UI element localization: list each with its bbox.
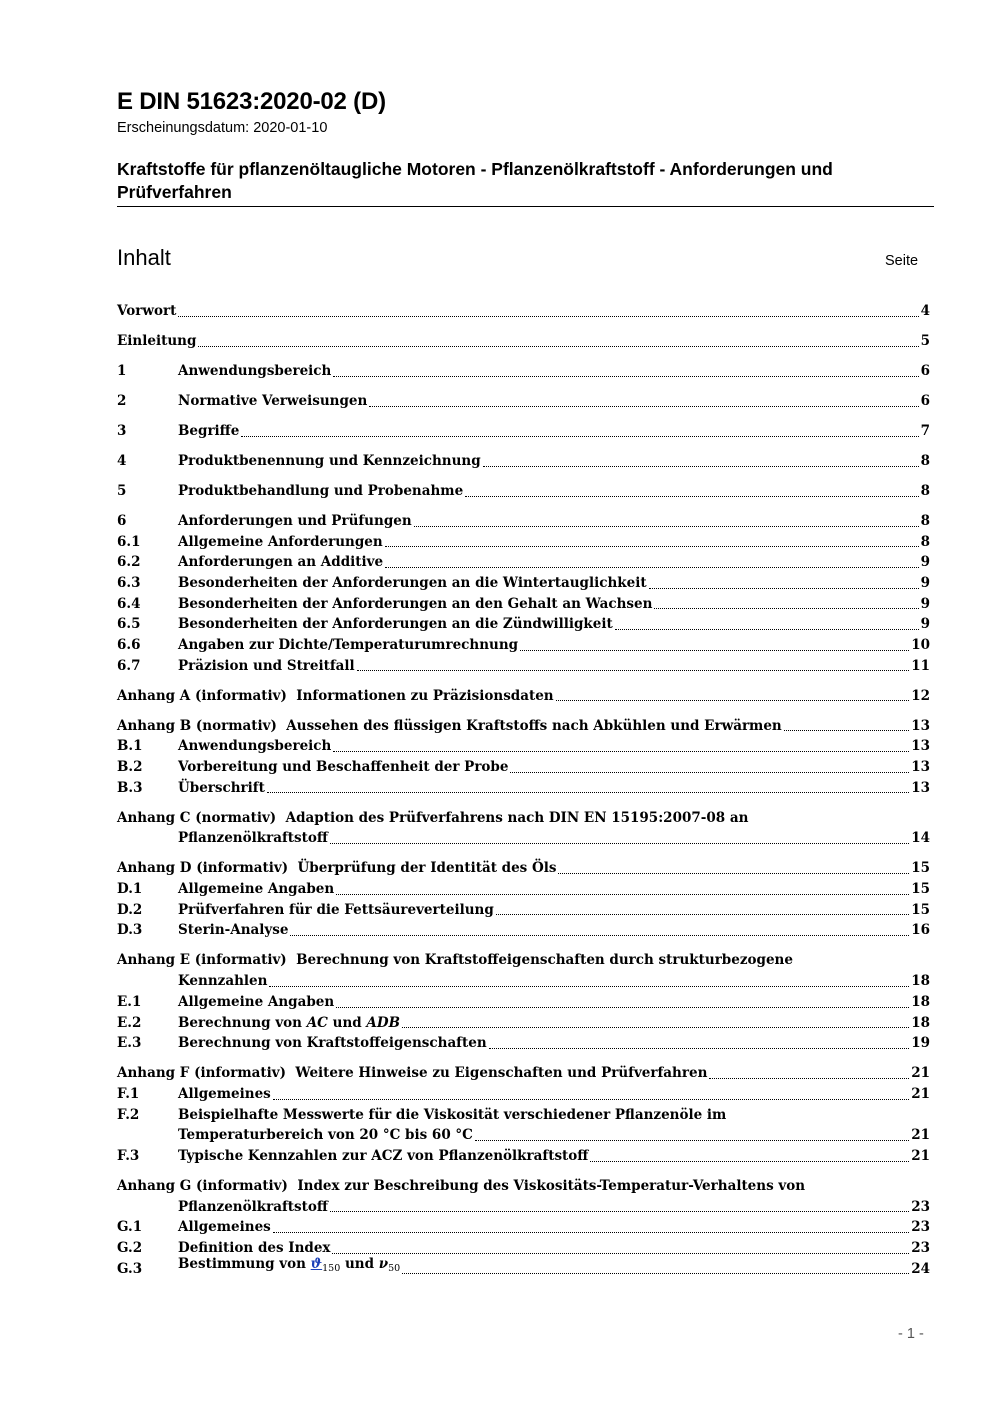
annex-title-line-1: Adaption des Prüfverfahrens nach DIN EN 15195:2007-08 an bbox=[285, 809, 749, 826]
toc-page-number: 14 bbox=[911, 830, 930, 847]
toc-page-number: 19 bbox=[911, 1035, 930, 1052]
toc-entry-text: Anwendungsbereich bbox=[178, 738, 332, 755]
toc-page-number: 18 bbox=[911, 1014, 930, 1031]
toc-page-number: 9 bbox=[920, 595, 930, 612]
annex-title-line-2: Pflanzenölkraftstoff bbox=[178, 830, 328, 847]
toc-entry-number: D.3 bbox=[117, 922, 143, 939]
toc-page-number: 16 bbox=[911, 922, 930, 939]
toc-page-number: 9 bbox=[920, 616, 930, 633]
leader-dots bbox=[475, 1140, 909, 1141]
leader-dots bbox=[178, 316, 918, 317]
annex-label: Anhang B (normativ) bbox=[117, 717, 277, 734]
leader-dots bbox=[520, 650, 909, 651]
toc-page-number: 23 bbox=[911, 1240, 930, 1257]
annex-title: Informationen zu Präzisionsdaten bbox=[296, 687, 554, 704]
toc-entry-number: 6.2 bbox=[117, 554, 141, 571]
annex-title-line-1: Berechnung von Kraftstoffeigenschaften durch strukturbezogene bbox=[296, 952, 793, 969]
leader-dots bbox=[267, 792, 909, 793]
symbol-theta-link[interactable]: ϑ bbox=[310, 1255, 323, 1272]
toc-entry-section-b-1[interactable] bbox=[117, 736, 930, 757]
toc-entry-number: B.3 bbox=[117, 779, 143, 796]
toc-entry-text-line-2: Temperaturbereich von 20 °C bis 60 °C bbox=[178, 1127, 473, 1144]
annex-label: Anhang F (informativ) bbox=[117, 1065, 286, 1082]
toc-page-number: 13 bbox=[911, 738, 930, 755]
toc-page-number: 5 bbox=[920, 332, 930, 349]
text-part: Berechnung von bbox=[178, 1014, 302, 1031]
leader-dots bbox=[385, 567, 919, 568]
leader-dots bbox=[336, 894, 909, 895]
toc-page-number: 21 bbox=[911, 1147, 930, 1164]
toc-entry-text: Sterin-Analyse bbox=[178, 922, 289, 939]
toc-entry-text: Produktbenennung und Kennzeichnung bbox=[178, 452, 481, 469]
toc-entry-text bbox=[178, 1254, 400, 1280]
toc-page-number: 13 bbox=[911, 759, 930, 776]
symbol-nu: ν bbox=[378, 1255, 389, 1272]
toc-entry-text: Präzision und Streitfall bbox=[178, 657, 355, 674]
leader-dots bbox=[333, 376, 918, 377]
toc-entry-number: 1 bbox=[117, 362, 127, 379]
toc-entry-section-6-1[interactable] bbox=[117, 532, 930, 553]
leader-dots bbox=[332, 1253, 909, 1254]
toc-page-number: 10 bbox=[911, 637, 930, 653]
toc-entry-text bbox=[117, 686, 554, 707]
table-of-contents bbox=[117, 301, 930, 1279]
toc-entry-text bbox=[117, 858, 556, 879]
leader-dots bbox=[556, 700, 910, 701]
toc-entry-text: Anforderungen und Prüfungen bbox=[178, 512, 412, 529]
toc-entry-section-3[interactable] bbox=[117, 421, 930, 442]
symbol-nu-subscript: 50 bbox=[388, 1262, 401, 1274]
toc-entry-section-f-2[interactable] bbox=[117, 1105, 930, 1146]
toc-page-number: 9 bbox=[920, 574, 930, 591]
toc-entry-text: Allgemeines bbox=[178, 1085, 271, 1102]
symbol-ac: AC bbox=[306, 1014, 328, 1031]
leader-dots bbox=[709, 1078, 909, 1079]
toc-entry-text: Angaben zur Dichte/Temperaturumrechnung bbox=[178, 637, 519, 653]
toc-entry-section-g-3[interactable] bbox=[117, 1255, 930, 1280]
toc-entry-annex-a[interactable] bbox=[117, 686, 930, 707]
toc-entry-section-d-2[interactable] bbox=[117, 900, 930, 921]
annex-label: Anhang D (informativ) bbox=[117, 860, 289, 877]
text-part: und bbox=[332, 1014, 362, 1031]
toc-entry-number: 6.4 bbox=[117, 595, 141, 612]
leader-dots bbox=[489, 1048, 910, 1049]
leader-dots bbox=[198, 346, 918, 347]
annex-label: Anhang C (normativ) bbox=[117, 809, 277, 826]
toc-entry-text: Besonderheiten der Anforderungen an den Gehalt an Wachsen bbox=[178, 595, 653, 612]
toc-entry-text: Normative Verweisungen bbox=[178, 392, 368, 409]
toc-entry-number: D.2 bbox=[117, 901, 143, 918]
toc-page-number: 18 bbox=[911, 993, 930, 1010]
toc-entry-text: Überschrift bbox=[178, 779, 265, 796]
toc-entry-text: Besonderheiten der Anforderungen an die Wintertauglichkeit bbox=[178, 574, 647, 591]
toc-entry-number: G.1 bbox=[117, 1219, 143, 1236]
toc-entry-number: 6.1 bbox=[117, 533, 141, 550]
toc-entry-text bbox=[178, 1013, 400, 1034]
toc-page-number: 12 bbox=[911, 687, 930, 704]
toc-entry-number: 4 bbox=[117, 452, 127, 469]
toc-entry-number: F.1 bbox=[117, 1085, 140, 1102]
annex-label: Anhang A (informativ) bbox=[117, 687, 287, 704]
toc-entry-number: 3 bbox=[117, 422, 127, 439]
toc-entry-text: Produktbehandlung und Probenahme bbox=[178, 482, 464, 499]
toc-page-number: 15 bbox=[911, 860, 930, 877]
annex-label: Anhang G (informativ) bbox=[117, 1177, 288, 1194]
toc-entry-text: Allgemeine Anforderungen bbox=[178, 533, 383, 550]
toc-page-number: 13 bbox=[911, 779, 930, 796]
annex-label: Anhang E (informativ) bbox=[117, 952, 287, 969]
toc-heading: Inhalt bbox=[117, 245, 171, 270]
toc-entry-section-f-1[interactable] bbox=[117, 1084, 930, 1105]
toc-entry-section-d-3[interactable] bbox=[117, 920, 930, 941]
leader-dots bbox=[269, 986, 909, 987]
toc-entry-number: 6.3 bbox=[117, 574, 141, 591]
leader-dots bbox=[369, 406, 918, 407]
leader-dots bbox=[241, 436, 918, 437]
toc-entry-section-5[interactable] bbox=[117, 481, 930, 502]
toc-entry-annex-b[interactable] bbox=[117, 716, 930, 737]
annex-title-line-1: Index zur Beschreibung des Viskositäts-Temperatur-Verhaltens von bbox=[297, 1177, 806, 1194]
leader-dots bbox=[784, 730, 909, 731]
toc-page-number: 21 bbox=[911, 1127, 930, 1144]
toc-entry-text bbox=[117, 716, 782, 737]
toc-entry-number: B.2 bbox=[117, 759, 143, 776]
toc-entry-number: 2 bbox=[117, 392, 127, 409]
toc-page-label: Seite bbox=[885, 253, 919, 269]
toc-entry-number: D.1 bbox=[117, 881, 143, 898]
toc-page-number: 8 bbox=[920, 452, 930, 469]
toc-entry-text: Besonderheiten der Anforderungen an die Zündwilligkeit bbox=[178, 616, 613, 633]
toc-entry-text: Typische Kennzahlen zur ACZ von Pflanzenölkraftstoff bbox=[178, 1147, 589, 1164]
toc-entry-text: Allgemeines bbox=[178, 1219, 271, 1236]
toc-page-number: 13 bbox=[911, 717, 930, 734]
leader-dots bbox=[496, 914, 909, 915]
toc-entry-section-1[interactable] bbox=[117, 361, 930, 382]
annex-title: Überprüfung der Identität des Öls bbox=[297, 860, 557, 877]
toc-page-number: 15 bbox=[911, 881, 930, 898]
toc-entry-vorwort[interactable] bbox=[117, 301, 930, 322]
leader-dots bbox=[330, 843, 909, 844]
leader-dots bbox=[357, 670, 910, 671]
leader-dots bbox=[385, 546, 919, 547]
toc-entry-text: Definition des Index bbox=[178, 1240, 331, 1257]
toc-entry-number: E.1 bbox=[117, 993, 142, 1010]
toc-page-number: 6 bbox=[920, 362, 930, 379]
toc-entry-text bbox=[117, 1063, 707, 1084]
toc-entry-text: Begriffe bbox=[178, 422, 240, 439]
leader-dots bbox=[402, 1027, 909, 1028]
toc-entry-text: Anforderungen an Additive bbox=[178, 554, 384, 571]
toc-entry-number: 6 bbox=[117, 512, 127, 529]
toc-page-number: 4 bbox=[920, 302, 930, 319]
toc-entry-text: Berechnung von Kraftstoffeigenschaften bbox=[178, 1035, 487, 1052]
text-part: Bestimmung von bbox=[178, 1255, 306, 1272]
leader-dots bbox=[510, 772, 909, 773]
toc-page-number: 15 bbox=[911, 901, 930, 918]
toc-entry-text: Vorwort bbox=[117, 302, 177, 319]
toc-entry-number: F.3 bbox=[117, 1147, 140, 1164]
toc-page-number: 11 bbox=[911, 657, 930, 674]
toc-page-number: 8 bbox=[920, 512, 930, 529]
leader-dots bbox=[558, 873, 909, 874]
toc-entry-annex-g[interactable] bbox=[117, 1176, 930, 1217]
toc-entry-text: Allgemeine Angaben bbox=[178, 993, 335, 1010]
leader-dots bbox=[330, 1211, 909, 1212]
text-part: und bbox=[344, 1255, 375, 1272]
header-divider bbox=[117, 206, 934, 207]
toc-entry-number: 6.7 bbox=[117, 657, 141, 674]
page-number-footer: - 1 - bbox=[898, 1326, 924, 1342]
toc-entry-number: E.2 bbox=[117, 1014, 142, 1031]
toc-entry-section-4[interactable] bbox=[117, 451, 930, 472]
toc-entry-text: Prüfverfahren für die Fettsäureverteilung bbox=[178, 901, 494, 918]
toc-entry-section-2[interactable] bbox=[117, 391, 930, 412]
toc-entry-number: F.2 bbox=[117, 1106, 140, 1123]
toc-entry-section-6-6[interactable] bbox=[117, 635, 930, 656]
toc-entry-annex-d[interactable] bbox=[117, 858, 930, 879]
leader-dots bbox=[290, 935, 909, 936]
toc-entry-section-6-5[interactable] bbox=[117, 614, 930, 635]
leader-dots bbox=[273, 1099, 909, 1100]
toc-entry-section-b-2[interactable] bbox=[117, 757, 930, 778]
toc-entry-section-e-1[interactable] bbox=[117, 992, 930, 1013]
toc-entry-section-6-4[interactable] bbox=[117, 594, 930, 615]
toc-entry-section-6-7[interactable] bbox=[117, 656, 930, 677]
toc-page-number: 24 bbox=[911, 1260, 930, 1277]
toc-entry-annex-e[interactable] bbox=[117, 950, 930, 991]
leader-dots bbox=[590, 1161, 909, 1162]
document-id: E DIN 51623:2020-02 (D) bbox=[117, 88, 386, 115]
toc-page-number: 9 bbox=[920, 554, 930, 571]
toc-entry-number: G.2 bbox=[117, 1240, 143, 1257]
toc-entry-section-6-3[interactable] bbox=[117, 573, 930, 594]
toc-entry-text: Anwendungsbereich bbox=[178, 362, 332, 379]
symbol-adb: ADB bbox=[366, 1014, 401, 1031]
toc-page-number: 23 bbox=[911, 1198, 930, 1215]
leader-dots bbox=[615, 629, 919, 630]
annex-title: Aussehen des flüssigen Kraftstoffs nach Abkühlen und Erwärmen bbox=[286, 717, 782, 734]
toc-entry-number: 5 bbox=[117, 482, 127, 499]
leader-dots bbox=[402, 1273, 909, 1274]
leader-dots bbox=[649, 588, 919, 589]
leader-dots bbox=[654, 608, 918, 609]
leader-dots bbox=[336, 1007, 909, 1008]
leader-dots bbox=[465, 496, 918, 497]
leader-dots bbox=[273, 1232, 909, 1233]
annex-title-line-2: Pflanzenölkraftstoff bbox=[178, 1198, 328, 1215]
toc-entry-section-6-2[interactable] bbox=[117, 552, 930, 573]
toc-entry-section-6[interactable] bbox=[117, 511, 930, 532]
toc-entry-einleitung[interactable] bbox=[117, 331, 930, 352]
toc-page-number: 18 bbox=[911, 973, 930, 990]
toc-page-number: 8 bbox=[920, 533, 930, 550]
toc-entry-section-e-3[interactable] bbox=[117, 1033, 930, 1054]
leader-dots bbox=[414, 526, 919, 527]
toc-entry-number: B.1 bbox=[117, 738, 143, 755]
symbol-theta-subscript: 150 bbox=[322, 1262, 341, 1274]
toc-page-number: 21 bbox=[911, 1065, 930, 1082]
toc-entry-text: Einleitung bbox=[117, 332, 197, 349]
toc-entry-number: 6.6 bbox=[117, 637, 141, 654]
toc-entry-number: 6.5 bbox=[117, 616, 141, 633]
toc-entry-section-d-1[interactable] bbox=[117, 879, 930, 900]
leader-dots bbox=[333, 751, 909, 752]
toc-entry-section-e-2[interactable] bbox=[117, 1013, 930, 1034]
annex-title-line-2: Kennzahlen bbox=[178, 973, 268, 990]
toc-page-number: 21 bbox=[911, 1085, 930, 1102]
toc-entry-section-g-1[interactable] bbox=[117, 1217, 930, 1238]
toc-entry-annex-f[interactable] bbox=[117, 1063, 930, 1084]
toc-entry-section-b-3[interactable] bbox=[117, 778, 930, 799]
toc-entry-text-line-1: Beispielhafte Messwerte für die Viskosität verschiedener Pflanzenöle im bbox=[178, 1106, 727, 1123]
toc-entry-text: Vorbereitung und Beschaffenheit der Probe bbox=[178, 759, 509, 776]
toc-entry-text: Allgemeine Angaben bbox=[178, 881, 335, 898]
toc-page-number: 8 bbox=[920, 482, 930, 499]
toc-entry-number: E.3 bbox=[117, 1035, 142, 1052]
toc-page-number: 23 bbox=[911, 1219, 930, 1236]
leader-dots bbox=[483, 466, 919, 467]
toc-entry-annex-c[interactable] bbox=[117, 808, 930, 849]
toc-entry-number: G.3 bbox=[117, 1260, 143, 1277]
toc-page-number: 6 bbox=[920, 392, 930, 409]
document-title: Kraftstoffe für pflanzenöltaugliche Motoren - Pflanzenölkraftstoff - Anforderungen und Prüfverfahren bbox=[117, 159, 833, 202]
toc-entry-section-f-3[interactable] bbox=[117, 1146, 930, 1167]
publication-date: Erscheinungsdatum: 2020-01-10 bbox=[117, 120, 328, 136]
toc-page-number: 7 bbox=[920, 422, 930, 439]
annex-title: Weitere Hinweise zu Eigenschaften und Prüfverfahren bbox=[295, 1065, 708, 1082]
